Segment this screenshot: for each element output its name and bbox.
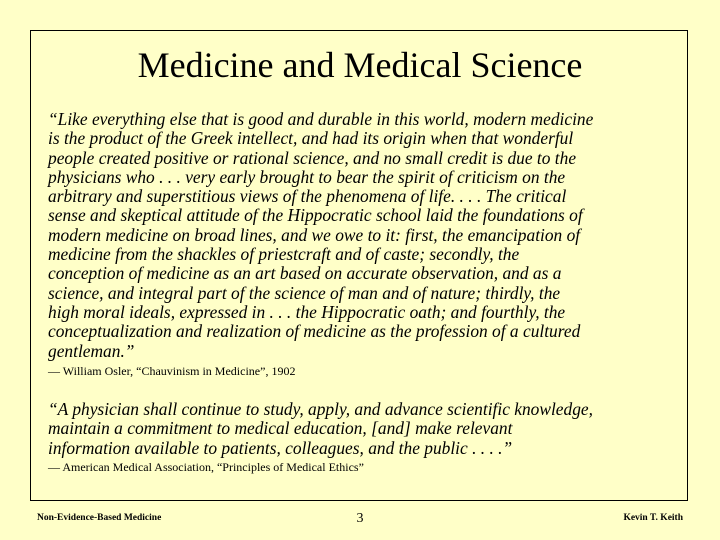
quote-line: science, and integral part of the science of man and of nature; thirdly, the: [48, 282, 561, 303]
quote-line: “A physician shall continue to study, apply, and advance scientific knowledge,: [48, 399, 593, 419]
footer-author: Kevin T. Keith: [623, 513, 683, 523]
quote-line: high moral ideals, expressed in . . . the Hippocratic oath; and fourthly, the: [48, 301, 566, 322]
quote-line: physicians who . . . very early brought to bear the spirit of criticism on the: [48, 166, 566, 187]
footer-presentation-title: Non-Evidence-Based Medicine: [37, 513, 162, 523]
quote-line: maintain a commitment to medical education, [and] make relevant: [48, 418, 513, 439]
quote-line: medicine from the shackles of priestcraft and of caste; secondly, the: [48, 244, 520, 265]
quote-line: modern medicine on broad lines, and we owe to it: first, the emancipation of: [48, 224, 581, 245]
ama-attribution: — American Medical Association, “Principles of Medical Ethics”: [48, 460, 364, 474]
osler-quote: [48, 110, 688, 361]
quote-line: sense and skeptical attitude of the Hippocratic school laid the foundations of: [48, 205, 583, 226]
quote-line: conceptualization and realization of medicine as the profession of a cultured: [48, 321, 581, 342]
quote-line: arbitrary and superstitious views of the phenomena of life. . . . The critical: [48, 186, 567, 207]
quote-line: conception of medicine as an art based on accurate observation, and as a: [48, 263, 562, 284]
page-number: 3: [356, 511, 364, 526]
osler-attribution: — William Osler, “Chauvinism in Medicine”, 1902: [48, 364, 296, 378]
quote-line: is the product of the Greek intellect, and had its origin when that wonderful: [48, 128, 574, 149]
ama-quote: [48, 400, 688, 458]
quote-line: gentleman.”: [48, 340, 135, 361]
quote-line: information available to patients, colleagues, and the public . . . .”: [48, 437, 513, 458]
quote-line: “Like everything else that is good and durable in this world, modern medicine: [48, 109, 594, 129]
slide-title: Medicine and Medical Science: [137, 45, 583, 85]
quote-line: people created positive or rational science, and no small credit is due to the: [48, 147, 577, 168]
